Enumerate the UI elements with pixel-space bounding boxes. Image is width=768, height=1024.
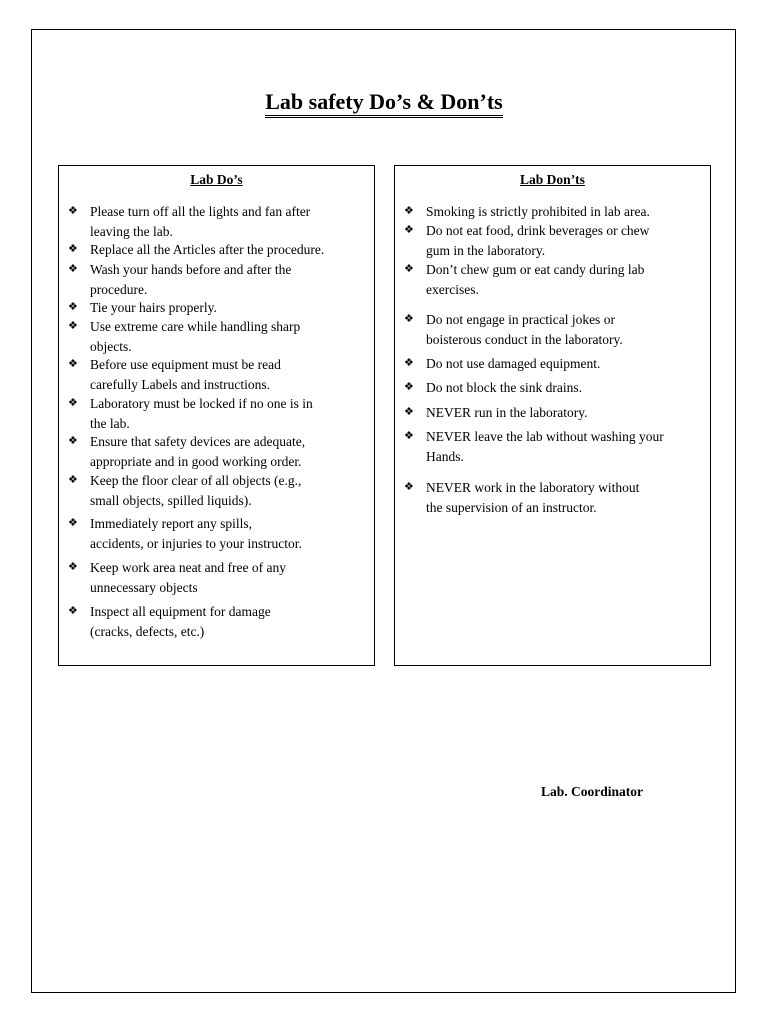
diamond-bullet-icon: ❖ <box>68 263 78 275</box>
page-title <box>0 89 768 115</box>
diamond-bullet-icon: ❖ <box>404 224 414 236</box>
dos-item-text: Replace all the Articles after the procedure. <box>90 242 325 257</box>
donts-item-text: Don’t chew gum or eat candy during lab exercises. <box>426 262 645 297</box>
dos-item-text: Ensure that safety devices are adequate, appropriate and in good working order. <box>90 434 306 469</box>
diamond-bullet-icon: ❖ <box>68 397 78 409</box>
diamond-bullet-icon: ❖ <box>404 381 414 393</box>
diamond-bullet-icon: ❖ <box>404 430 414 442</box>
diamond-bullet-icon: ❖ <box>68 474 78 486</box>
dos-item-text: Keep work area neat and free of any unnecessary objects <box>90 560 287 595</box>
donts-box <box>394 165 711 666</box>
diamond-bullet-icon: ❖ <box>404 205 414 217</box>
dos-item-text: Immediately report any spills, accidents, or injuries to your instructor. <box>90 516 302 551</box>
donts-item-text: NEVER run in the laboratory. <box>426 405 588 420</box>
dos-item-text: Please turn off all the lights and fan after leaving the lab. <box>90 204 311 239</box>
donts-item-text: Smoking is strictly prohibited in lab area. <box>426 204 650 219</box>
diamond-bullet-icon: ❖ <box>68 320 78 332</box>
dos-item-text: Use extreme care while handling sharp objects. <box>90 319 301 354</box>
dos-box <box>58 165 375 666</box>
diamond-bullet-icon: ❖ <box>68 301 78 313</box>
donts-item-text: Do not eat food, drink beverages or chew gum in the laboratory. <box>426 223 650 258</box>
donts-item-text: NEVER leave the lab without washing your Hands. <box>426 429 664 464</box>
dos-item-text: Tie your hairs properly. <box>90 300 217 315</box>
diamond-bullet-icon: ❖ <box>68 561 78 573</box>
dos-item-text: Keep the floor clear of all objects (e.g., small objects, spilled liquids). <box>90 473 302 508</box>
dos-item-text: Wash your hands before and after the procedure. <box>90 262 292 297</box>
diamond-bullet-icon: ❖ <box>68 605 78 617</box>
diamond-bullet-icon: ❖ <box>404 357 414 369</box>
diamond-bullet-icon: ❖ <box>404 481 414 493</box>
donts-item-text: NEVER work in the laboratory without the supervision of an instructor. <box>426 480 640 515</box>
diamond-bullet-icon: ❖ <box>68 243 78 255</box>
dos-item-text: Before use equipment must be read carefully Labels and instructions. <box>90 357 281 392</box>
diamond-bullet-icon: ❖ <box>68 205 78 217</box>
diamond-bullet-icon: ❖ <box>404 313 414 325</box>
diamond-bullet-icon: ❖ <box>404 263 414 275</box>
dos-item-text: Inspect all equipment for damage (cracks, defects, etc.) <box>90 604 271 639</box>
donts-item-text: Do not use damaged equipment. <box>426 356 601 371</box>
page-title-text: Lab safety Do’s & Don’ts <box>265 89 503 118</box>
diamond-bullet-icon: ❖ <box>68 358 78 370</box>
donts-heading: Lab Don’ts <box>520 172 585 187</box>
diamond-bullet-icon: ❖ <box>68 517 78 529</box>
dos-item-text: Laboratory must be locked if no one is in the lab. <box>90 396 313 431</box>
signature-label: Lab. Coordinator <box>541 784 644 799</box>
donts-item-text: Do not block the sink drains. <box>426 380 582 395</box>
diamond-bullet-icon: ❖ <box>404 406 414 418</box>
dos-heading: Lab Do’s <box>190 172 243 187</box>
donts-item-text: Do not engage in practical jokes or boisterous conduct in the laboratory. <box>426 312 623 347</box>
diamond-bullet-icon: ❖ <box>68 435 78 447</box>
